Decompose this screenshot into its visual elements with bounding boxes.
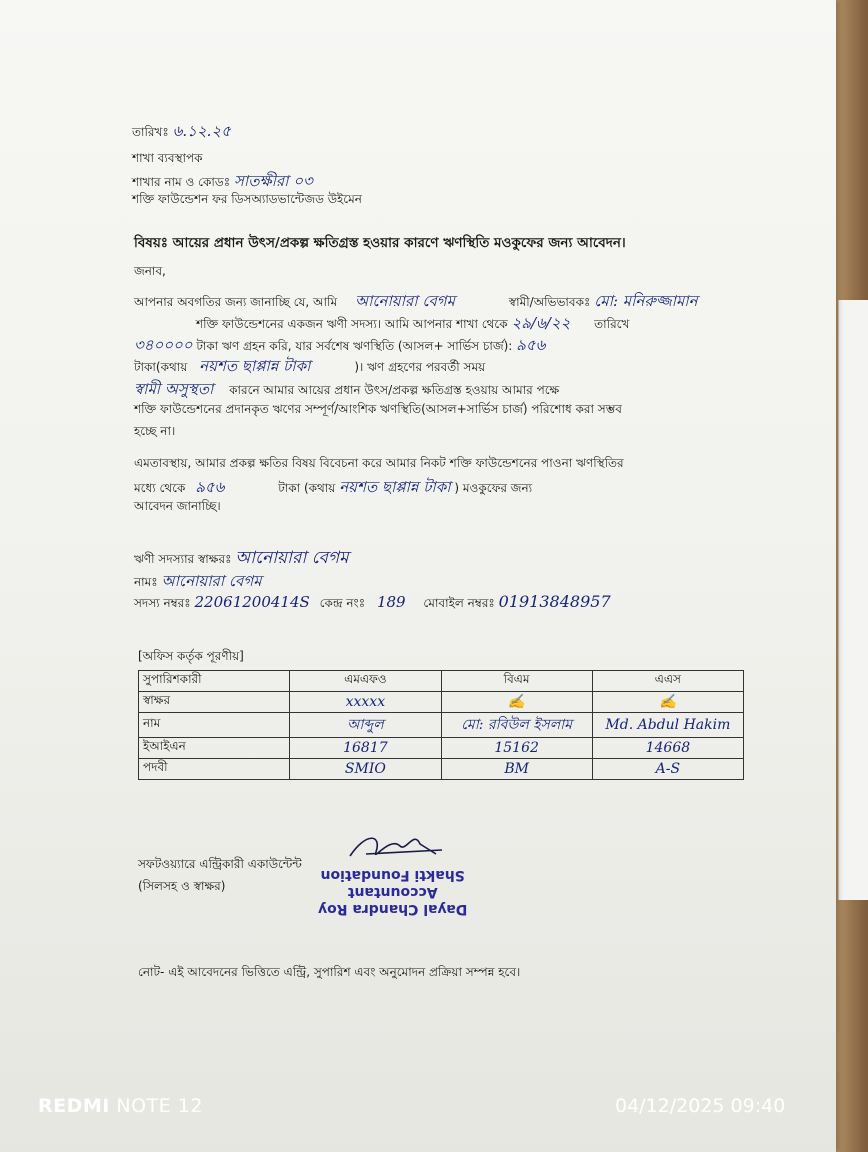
camera-watermark-brand: [38, 1095, 203, 1117]
column-header: এমএফও: [290, 671, 441, 692]
signature-cell: ✍: [592, 692, 743, 713]
designation-cell: SMIO: [290, 759, 441, 780]
office-section-title: [অফিস কর্তৃক পূরণীয়]: [138, 649, 244, 663]
table-header-row: [139, 671, 744, 692]
outstanding-words: নয়শত ছাপ্পান্ন টাকা: [199, 357, 311, 375]
recommendation-table: [138, 670, 744, 780]
waive-words: নয়শত ছাপ্পান্ন টাকা: [339, 478, 451, 496]
accountant-signature: [346, 826, 442, 866]
model: NOTE 12: [116, 1095, 203, 1117]
note: নোট- এই আবেদনের ভিত্তিতে এন্ট্রি, সুপারিশ এবং অনুমোদন প্রক্রিয়া সম্পন্ন হবে।: [138, 965, 521, 979]
text: টাকা (কথায়: [278, 481, 336, 495]
loan-amount: ৩৪০০০০: [134, 336, 193, 354]
salutation: জনাব,: [134, 264, 166, 278]
waive-amount: ৯৫৬: [195, 478, 225, 496]
branch-manager: শাখা ব্যবস্থাপক: [132, 151, 203, 165]
member-signature: আনোয়ারা বেগম: [235, 548, 349, 568]
text: আপনার অবগতির জন্য জানাচ্ছি যে, আমি: [134, 295, 338, 309]
table-row: [139, 713, 744, 738]
table-row: [139, 759, 744, 780]
ein-cell: 14668: [592, 738, 743, 759]
row-label: নাম: [139, 713, 290, 738]
text: )। ঋণ গ্রহণের পরবর্তী সময়: [354, 360, 486, 374]
accountant-stamp: [318, 866, 467, 917]
signature-label: ঋণী সদস্যার স্বাক্ষরঃ: [134, 552, 232, 566]
member-number-row: [134, 592, 611, 615]
member-signature-row: [134, 545, 349, 573]
body-line-7: হচ্ছে না।: [134, 424, 176, 438]
column-header: বিএম: [441, 671, 592, 692]
body-line-10: আবেদন জানাচ্ছি।: [134, 499, 221, 513]
row-label: পদবী: [139, 759, 290, 780]
stamp-org: Shakti Foundation: [320, 867, 465, 883]
outstanding-amount: ৯৫৬: [516, 336, 546, 354]
number-label: সদস্য নম্বরঃ: [134, 596, 191, 610]
text: স্বামী/অভিভাবকঃ: [508, 295, 591, 309]
name-cell: Md. Abdul Hakim: [592, 713, 743, 738]
text: টাকা(কথায়: [134, 360, 188, 374]
date-value: ৬.১২.২৫: [172, 122, 231, 140]
member-name: আনোয়ারা বেগম: [161, 572, 262, 590]
signature-cell: ✍: [441, 692, 592, 713]
designation-cell: BM: [441, 759, 592, 780]
body-line-4: [134, 355, 485, 380]
text: কারনে আমার আয়ের প্রধান উৎস/প্রকল্প ক্ষতিগ্রস্ত হওয়ায় আমার পক্ষে: [229, 383, 560, 397]
body-line-6: শক্তি ফাউন্ডেশনের প্রদানকৃত ঋণের সম্পূর্ণ/আংশিক ঋণস্থিতি(আসল+সার্ভিস চার্জ) পরিশোধ করা সম্ভব: [134, 402, 622, 416]
row-label: ইআইএন: [139, 738, 290, 759]
branch-label: শাখার নাম ও কোডঃ: [132, 175, 231, 189]
table-row: [139, 692, 744, 713]
name-cell: মো: রবিউল ইসলাম: [441, 713, 592, 738]
text: ) মওকুফের জন্য: [454, 481, 533, 495]
designation-cell: A-S: [592, 759, 743, 780]
branch-value: সাতক্ষীরা ০৩: [233, 172, 313, 190]
loan-date: ২৯/৬/২২: [511, 314, 571, 332]
center-label: কেন্দ্র নংঃ: [319, 596, 366, 610]
text: মধ্যে থেকে: [134, 481, 186, 495]
name-label: নামঃ: [134, 575, 158, 589]
accountant-label: সফটওয়্যারে এন্ট্রিকারী একাউন্টেন্ট: [138, 857, 302, 871]
date-row: [132, 120, 231, 145]
column-header: সুপারিশকারী: [139, 671, 290, 692]
loss-reason: স্বামী অসুস্থতা: [134, 380, 214, 398]
text: শক্তি ফাউন্ডেশনের একজন ঋণী সদস্য। আমি আপনার শাখা থেকে: [196, 317, 508, 331]
text: টাকা ঋণ গ্রহন করি, যার সর্বশেষ ঋণস্থিতি (আসল+ সার্ভিস চার্জ):: [196, 339, 513, 353]
signature-cell: xxxxx: [290, 692, 441, 713]
organization-name: শক্তি ফাউন্ডেশন ফর ডিসঅ্যাডভান্টেজড উইমেন: [132, 192, 362, 206]
camera-watermark-datetime: 04/12/2025 09:40: [615, 1095, 786, 1117]
applicant-name: আনোয়ারা বেগম: [354, 292, 455, 310]
body-line-5: [134, 378, 559, 403]
accountant-sub: (সিলসহ ও স্বাক্ষর): [138, 879, 226, 893]
name-cell: আব্দুল: [290, 713, 441, 738]
adjacent-paper: [838, 300, 868, 900]
ein-cell: 16817: [290, 738, 441, 759]
body-line-8: এমতাবস্থায়, আমার প্রকল্প ক্ষতির বিষয় বিবেচনা করে আমার নিকট শক্তি ফাউন্ডেশনের পাওনা ঋণস্থিতির: [134, 456, 624, 470]
table-row: [139, 738, 744, 759]
stamp-name: Dayal Chandra Roy: [318, 901, 468, 917]
stamp-title: Accountant: [347, 884, 438, 900]
mobile-label: মোবাইল নম্বরঃ: [423, 596, 495, 610]
center-number: 189: [376, 593, 406, 611]
member-number: 22061200414S: [194, 593, 310, 611]
text: তারিখে: [594, 317, 630, 331]
date-label: তারিখঃ: [132, 125, 169, 139]
mobile-number: 01913848957: [498, 592, 611, 611]
column-header: এএস: [592, 671, 743, 692]
row-label: স্বাক্ষর: [139, 692, 290, 713]
subject: বিষয়ঃ আয়ের প্রধান উৎস/প্রকল্প ক্ষতিগ্রস্ত হওয়ার কারণে ঋণস্থিতি মওকুফের জন্য আবেদন।: [134, 235, 626, 251]
ein-cell: 15162: [441, 738, 592, 759]
brand: REDMI: [38, 1095, 110, 1117]
guardian-name: মো: মনিরুজ্জামান: [594, 292, 698, 310]
